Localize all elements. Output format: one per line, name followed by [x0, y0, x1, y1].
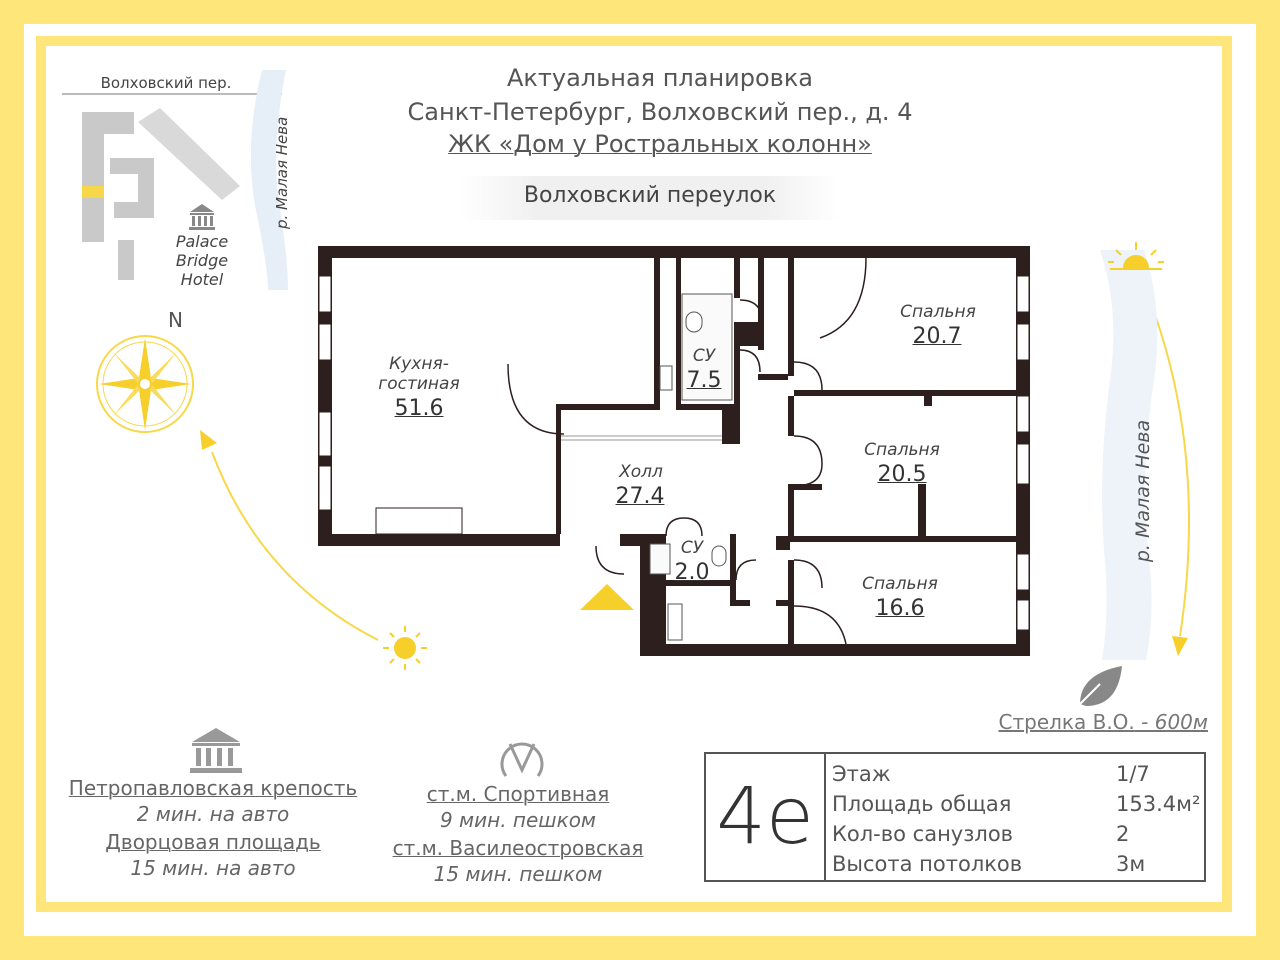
leaf-icon	[1078, 666, 1122, 706]
header-address: Санкт-Петербург, Волховский пер., д. 4	[407, 98, 913, 126]
poi-metro2-time: 15 мин. пешком	[433, 862, 603, 886]
compass-icon	[97, 336, 193, 432]
spec-value-ceiling: 3м	[1116, 852, 1146, 876]
poi-palace-square[interactable]: Дворцовая площадь	[105, 830, 321, 854]
room-hall-label: Холл	[619, 462, 663, 482]
room-bed2-label: Спальня	[864, 440, 940, 460]
spec-value-floor: 1/7	[1116, 762, 1150, 786]
poi-metro2[interactable]: ст.м. Василеостровская	[392, 836, 644, 860]
right-river-label: р. Малая Нева	[1132, 419, 1154, 563]
poi-fortress-time: 2 мин. на авто	[136, 802, 290, 826]
north-label: N	[168, 308, 183, 332]
poi-fortress[interactable]: Петропавловская крепость	[68, 776, 358, 800]
room-bed1-area: 20.7	[912, 324, 962, 349]
room-bed1-label: Спальня	[900, 302, 976, 322]
room-bath1-label: СУ	[692, 346, 716, 366]
entrance-marker	[580, 584, 634, 610]
spec-label-floor: Этаж	[832, 762, 891, 786]
hotel-label: Palace Bridge Hotel	[175, 232, 229, 289]
apartment-spec-table	[704, 752, 1206, 882]
hotel-icon	[189, 204, 215, 230]
header-title: Актуальная планировка	[506, 64, 814, 92]
spec-value-bathrooms: 2	[1116, 822, 1130, 846]
map-street-label: Волховский пер.	[100, 74, 232, 92]
map-river-label: р. Малая Нева	[273, 116, 291, 229]
spec-label-area: Площадь общая	[832, 792, 1012, 816]
room-kitchen-area: 51.6	[394, 396, 444, 421]
apartment-code: 4е	[706, 754, 826, 880]
poi-metro1-time: 9 мин. пешком	[439, 808, 597, 832]
plan-glass-partition	[561, 436, 722, 440]
poi-metro1[interactable]: ст.м. Спортивная	[426, 782, 610, 806]
room-bath2-area: 2.0	[674, 560, 710, 585]
sun-icon	[383, 626, 427, 670]
room-kitchen-label: Кухня- гостиная	[378, 354, 460, 394]
metro-icon	[496, 736, 548, 778]
spec-value-area: 153.4м²	[1116, 792, 1201, 816]
header-complex: ЖК «Дом у Ростральных колонн»	[448, 130, 872, 158]
strelka-distance: Стрелка В.О. - 600м	[998, 710, 1208, 734]
room-bed3-area: 16.6	[875, 596, 925, 621]
spec-label-ceiling: Высота потолков	[832, 852, 1023, 876]
room-bath1-area: 7.5	[686, 368, 722, 393]
room-bath2-label: СУ	[680, 538, 704, 558]
landmark-icon	[190, 728, 242, 774]
room-hall-area: 27.4	[615, 484, 665, 509]
poi-palace-square-time: 15 мин. на авто	[130, 856, 296, 880]
spec-label-bathrooms: Кол-во санузлов	[832, 822, 1014, 846]
street-banner: Волховский переулок	[460, 176, 840, 220]
room-bed3-label: Спальня	[862, 574, 938, 594]
room-bed2-area: 20.5	[877, 462, 927, 487]
